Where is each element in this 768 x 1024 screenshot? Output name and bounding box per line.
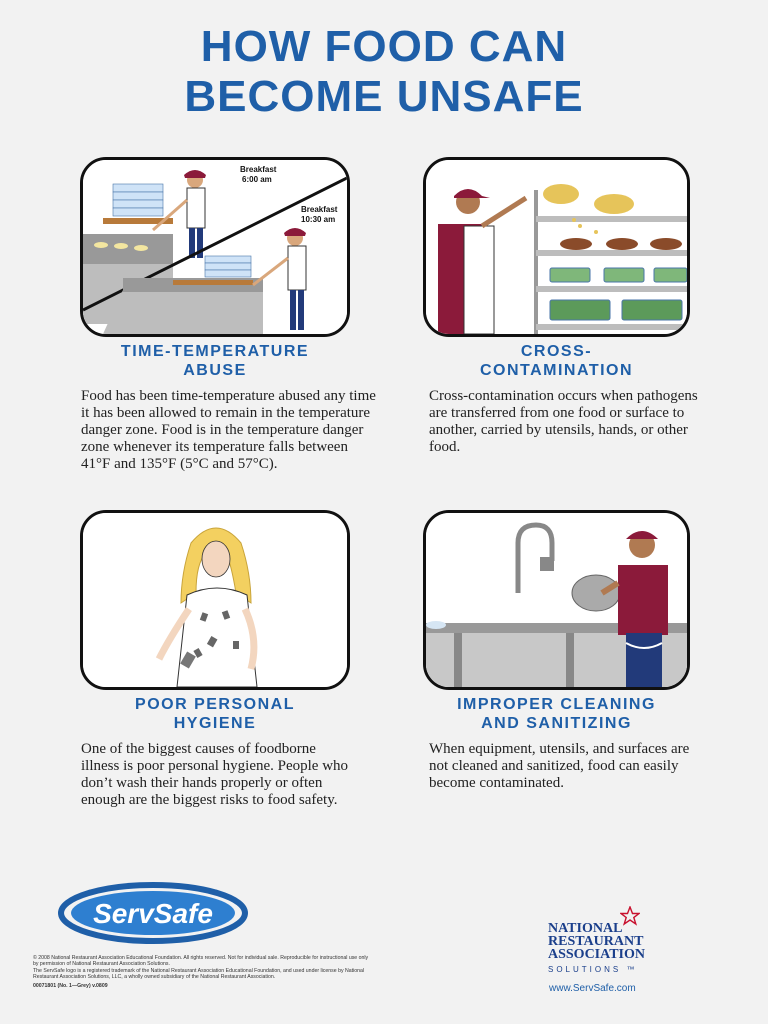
poor-hygiene-heading	[80, 695, 350, 733]
poor-hygiene-illustration	[80, 510, 350, 690]
product-code: 00071801 (No. 1—Grey) v.0809	[33, 982, 108, 989]
poor-hygiene-body: One of the biggest causes of foodborne illness is poor personal hygiene. People who don’t wash their hands properly or often enough are the biggest risks to food safety.	[81, 741, 349, 808]
title-line-1: HOW FOOD CAN	[200, 22, 568, 71]
breakfast-label-b: Breakfast	[301, 205, 338, 214]
servsafe-logo	[58, 880, 248, 946]
cross-contamination-heading	[423, 342, 690, 380]
nra-line-1: NATIONAL	[548, 921, 623, 936]
website-link[interactable]: www.ServSafe.com	[549, 983, 636, 994]
poor-hygiene-heading-line-1: POOR PERSONAL	[135, 696, 295, 713]
time-temperature-illustration	[80, 157, 350, 337]
improper-cleaning-scene	[426, 513, 687, 687]
cross-contamination-scene	[426, 160, 687, 334]
legal-trademark: The ServSafe logo is a registered trademark of the National Restaurant Association Educational Foundation, and used under license by National Restaurant Association Solutions, LLC, a wholly owned subsidiary of the National Restaurant Association.	[33, 967, 365, 981]
nra-line-2: RESTAURANT	[548, 934, 644, 949]
cross-contamination-heading-line-2: CONTAMINATION	[479, 362, 634, 379]
improper-cleaning-body: When equipment, utensils, and surfaces are not cleaned and sanitized, food can easily become contaminated.	[429, 741, 690, 791]
nra-line-3: ASSOCIATION	[548, 947, 645, 962]
time-label-b: 10:30 am	[301, 215, 336, 224]
time-temperature-heading-line-1: TIME-TEMPERATURE	[120, 343, 310, 360]
cross-contamination-body: Cross-contamination occurs when pathogens are transferred from one food or surface to another, carried by utensils, hands, or other food.	[429, 388, 698, 455]
time-temperature-scene	[83, 160, 347, 334]
time-temperature-heading-line-2: ABUSE	[183, 362, 247, 379]
nra-line-4: SOLUTIONS ™	[548, 965, 638, 974]
time-label-a: 6:00 am	[242, 175, 272, 184]
improper-cleaning-heading-line-2: AND SANITIZING	[481, 715, 632, 732]
legal-copyright: © 2008 National Restaurant Association Educational Foundation. All rights reserved. Not for individual sale. Reproducible for instructional use only by permission of National Restaurant Association Solutions.	[33, 955, 369, 968]
poor-hygiene-scene	[83, 513, 347, 687]
title-line-2: BECOME UNSAFE	[184, 72, 584, 121]
improper-cleaning-illustration	[423, 510, 690, 690]
improper-cleaning-heading-line-1: IMPROPER CLEANING	[457, 696, 656, 713]
cross-contamination-illustration	[423, 157, 690, 337]
breakfast-label-a: Breakfast	[240, 165, 277, 174]
poster-title	[0, 22, 768, 122]
poor-hygiene-heading-line-2: HYGIENE	[173, 715, 257, 732]
nra-solutions-logo	[548, 922, 678, 976]
improper-cleaning-heading	[423, 695, 690, 733]
servsafe-logo-text: ServSafe	[93, 898, 213, 929]
time-temperature-heading	[80, 342, 350, 380]
cross-contamination-heading-line-1: CROSS-	[520, 343, 593, 360]
time-temperature-body: Food has been time-temperature abused any time it has been allowed to remain in the temperature danger zone. Food is in the temperature danger zone whenever its temperature falls between 41°F and 135°F (5°C and 57°C).	[81, 388, 376, 472]
legal-notice	[33, 955, 373, 989]
